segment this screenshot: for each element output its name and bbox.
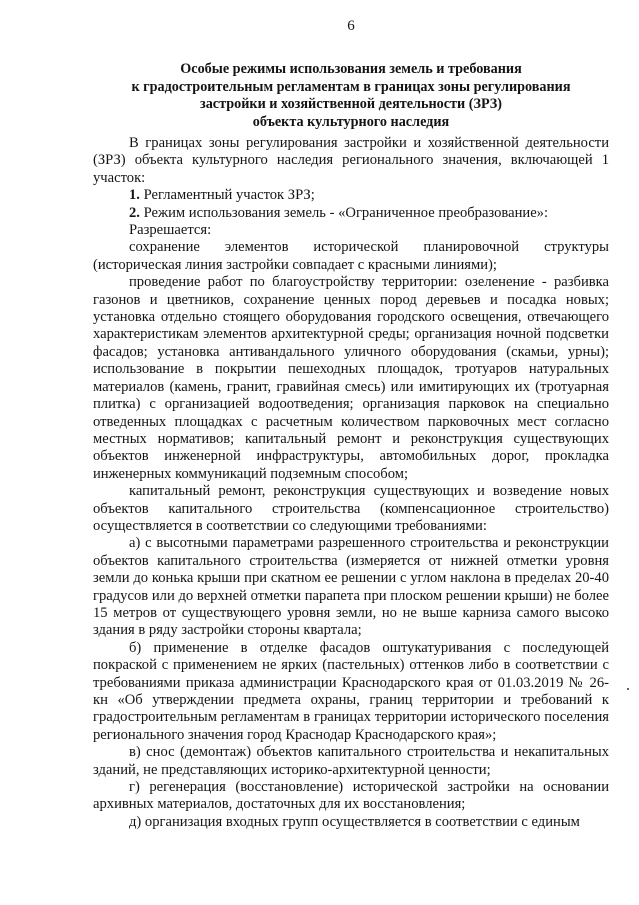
list-item-1-text: Регламентный участок ЗРЗ; <box>139 187 315 204</box>
paragraph-item-b: б) применение в отделке фасадов оштукатуривания с последующей покраской с применением не ярких (пастельных) оттенков либо в соответствии с требованиями приказа администрации Краснодарского края от 01.03.2019 № 26-кн «Об утверждении предмета охраны, границ территории и требований к градостроительным регламентам в границах территории исторического поселения регионального значения город Краснодар Краснодарского края»; <box>93 639 609 743</box>
paragraph-item-d: д) организация входных групп осуществляется в соответствии с единым <box>129 813 580 830</box>
heading-line-4: объекта культурного наследия <box>252 113 450 130</box>
list-item-2-text: Режим использования земель - «Ограниченное преобразование»: <box>139 204 549 221</box>
paragraph-item-v: в) снос (демонтаж) объектов капитального строительства и некапитальных зданий, не представляющих историко-архитектурной ценности; <box>93 744 609 778</box>
scan-speck <box>627 688 629 690</box>
paragraph-landscaping: проведение работ по благоустройству территории: озеленение - разбивка газонов и цветников, сохранение ценных пород деревьев и посадка новых; установка отдельно стоящего оборудования городского освещения, отвечающего характеристикам элементов архитектурной среды; организация ночной подсветки фасадов; установка антивандального уличного оборудования (скамьи, урны); использование в покрытии пешеходных площадок, тротуаров натуральных материалов (камень, гранит, гравийная смесь) или имитирующих их (тротуарная плитка) с организацией водоотведения; организация парковок на специально отведенных площадках с расчетным количеством парковочных мест согласно местных нормативов; капитальный ремонт и реконструкция существующих объектов инженерной инфраструктуры, автомобильных дорог, прокладка инженерных коммуникаций подземным способом; <box>93 274 609 482</box>
heading-line-3: застройки и хозяйственной деятельности (ЗРЗ) <box>200 96 502 112</box>
allowed-label: Разрешается: <box>129 222 212 239</box>
page-number: 6 <box>347 18 355 34</box>
section-heading <box>93 61 609 131</box>
paragraph-capital-construction: капитальный ремонт, реконструкция существующих и возведение новых объектов капитального строительства (компенсационное строительство) осуществляется в соответствии со следующими требованиями: <box>93 483 609 534</box>
paragraph-structure: сохранение элементов исторической планировочной структуры (историческая линия застройки совпадает с красными линиями); <box>93 239 609 273</box>
list-item-2-number: 2. <box>129 204 140 221</box>
paragraph-item-a: а) с высотными параметрами разрешенного строительства и реконструкции объектов капитального строительства (измеряется от нижней отметки уровня земли до конька крыши при скатном ее решении с углом наклона в пределах 20-40 градусов или до верхней отметки парапета при плоском решении крыши) не более 15 метров от существующего уровня земли, но не выше карниза самого высоко здания в ряду застройки стороны квартала; <box>93 535 609 639</box>
intro-paragraph: В границах зоны регулирования застройки и хозяйственной деятельности (ЗРЗ) объекта культурного наследия регионального значения, включающей 1 участок: <box>93 135 609 186</box>
heading-line-2: к градостроительным регламентам в границах зоны регулирования <box>131 78 571 95</box>
heading-line-1: Особые режимы использования земель и требования <box>180 61 522 77</box>
paragraph-item-g: г) регенерация (восстановление) исторической застройки на основании архивных материалов, достаточных для их восстановления; <box>93 779 609 813</box>
list-item-1-number: 1. <box>129 187 140 204</box>
list-item-1 <box>93 187 609 204</box>
document-body <box>93 135 609 831</box>
list-item-2 <box>93 205 609 222</box>
